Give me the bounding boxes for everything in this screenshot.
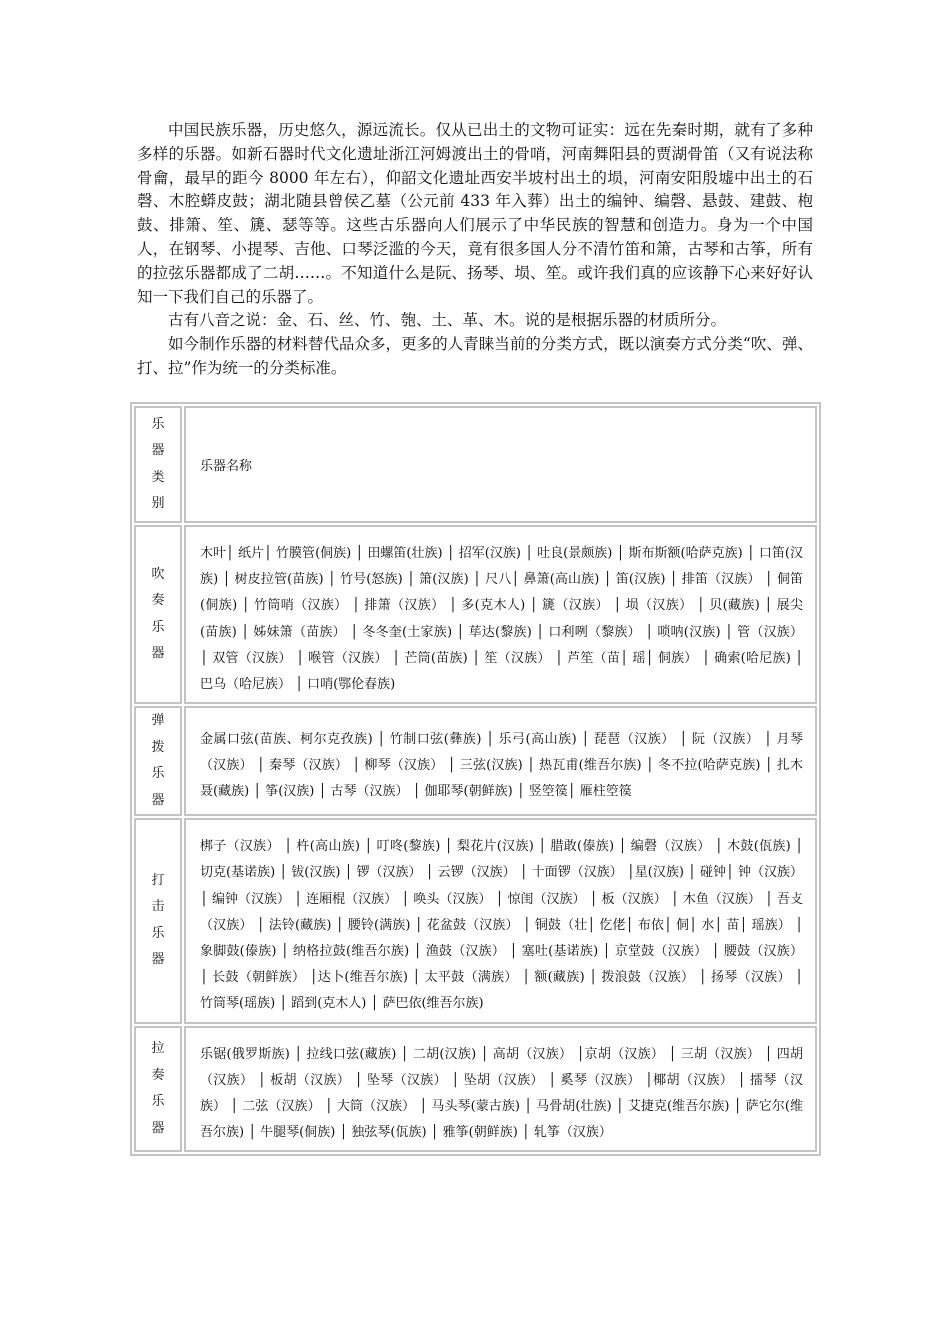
category-char: 乐: [151, 1094, 165, 1110]
instrument-table: [130, 402, 821, 1156]
category-char: 奏: [151, 1067, 165, 1083]
category-char: 击: [151, 899, 165, 915]
category-char: 器: [151, 952, 165, 968]
category-char: 器: [151, 1120, 165, 1136]
header-name-cell: 乐器名称: [184, 406, 817, 523]
header-category-char: 别: [151, 496, 165, 511]
table-row-bowed: [134, 1026, 817, 1153]
intro-text: [137, 119, 813, 381]
instrument-list-percussion: 梆子（汉族） │ 杵(高山族) │ 叮咚(黎族) │ 梨花片(汉族) │ 腊敢(傣族) │ 编磬（汉族） │ 木鼓(佤族) │ 切克(基诺族) │ 钹(汉族) │ 锣（汉族） │ 云锣（汉族） │ 十面锣（汉族） │星(汉族) │ 碰钟│ 钟（汉族） │ 编钟（汉族） │ 连厢棍（汉族） │ 唤头（汉族） │ 惊闺（汉族） │ 板（汉族） │ 木鱼（汉族） │ 吾攴（汉族） │ 法铃(藏族) │ 腰铃(满族) │ 花盆鼓（汉族） │ 铜鼓（壮│ 仡佬│ 布依│ 侗│ 水│ 苗│ 瑶族） │ 象脚鼓(傣族) │ 纳格拉鼓(维吾尔族) │ 渔鼓（汉族） │ 塞吐(基诺族) │ 京堂鼓（汉族） │ 腰鼓（汉族） │ 长鼓（朝鲜族） │达卜(维吾尔族) │ 太平鼓（满族） │ 额(藏族) │ 拨浪鼓（汉族） │ 扬琴（汉族） │ 竹筒琴(瑶族) │ 蹈到(克木人) │ 萨巴依(维吾尔族): [184, 818, 817, 1023]
instrument-list-plucked: 金属口弦(苗族、柯尔克孜族) │ 竹制口弦(彝族) │ 乐弓(高山族) │ 琵琶（汉族） │ 阮（汉族） │ 月琴（汉族） │ 秦琴（汉族） │ 柳琴（汉族） │ 三弦(汉族) │ 热瓦甫(维吾尔族) │ 冬不拉(哈萨克族) │ 扎木聂(藏族) │ 筝(汉族) │ 古琴（汉族） │ 伽耶琴(朝鲜族) │ 竖箜篌│ 雁柱箜篌: [184, 706, 817, 816]
category-cell-bowed: [134, 1026, 182, 1153]
header-category-char: 类: [151, 469, 165, 485]
category-cell-wind: [134, 525, 182, 704]
category-cell-plucked: [134, 706, 182, 816]
category-char: 弹: [151, 713, 165, 729]
header-category-cell: [134, 406, 182, 523]
category-char: 奏: [151, 593, 165, 609]
category-char: 乐: [151, 619, 165, 635]
intro-paragraph-2: 古有八音之说：金、石、丝、竹、匏、土、革、木。说的是根据乐器的材质所分。: [168, 311, 727, 330]
intro-paragraph-1: 中国民族乐器，历史悠久，源远流长。仅从已出土的文物可证实：远在先秦时期，就有了多种多样的乐器。如新石器时代文化遗址浙江河姆渡出土的骨哨，河南舞阳县的贾湖骨笛（又有说法称骨龠，最早的距今 8000 年左右），仰韶文化遗址西安半坡村出土的埙，河南安阳殷墟中出土的石磬、木腔蟒皮鼓；湖北随县曾侯乙墓（公元前 433 年入葬）出土的编钟、编磬、悬鼓、建鼓、枹鼓、排箫、笙、篪、瑟等等。这些古乐器向人们展示了中华民族的智慧和创造力。身为一个中国人，在钢琴、小提琴、吉他、口琴泛滥的今天，竟有很多国人分不清竹笛和箫，古琴和古筝，所有的拉弦乐器都成了二胡……。不知道什么是阮、扬琴、埙、笙。或许我们真的应该静下心来好好认知一下我们自己的乐器了。: [137, 121, 813, 306]
category-char: 乐: [151, 766, 165, 782]
table-row-plucked: [134, 706, 817, 816]
header-category-char: 乐: [151, 416, 165, 432]
category-char: 器: [151, 646, 165, 662]
category-char: 乐: [151, 925, 165, 941]
table-row-percussion: [134, 818, 817, 1023]
category-char: 拨: [151, 739, 165, 755]
table-row-wind: [134, 525, 817, 704]
header-category-char: 器: [151, 443, 165, 458]
instrument-list-bowed: 乐锯(俄罗斯族) │ 拉线口弦(藏族) │ 二胡(汉族) │ 高胡（汉族） │京胡（汉族） │ 三胡（汉族） │ 四胡（汉族） │ 板胡（汉族） │ 坠琴（汉族） │ 坠胡（汉族） │ 奚琴（汉族） │椰胡（汉族） │ 擂琴（汉族） │ 二弦（汉族） │ 大筒（汉族） │ 马头琴(蒙古族) │ 马骨胡(壮族) │ 艾捷克(维吾尔族) │ 萨它尔(维吾尔族) │ 牛腿琴(侗族) │ 独弦琴(佤族) │ 雅筝(朝鲜族) │ 轧筝（汉族）: [184, 1026, 817, 1153]
category-char: 打: [151, 872, 165, 888]
table-header-row: [134, 406, 817, 523]
category-cell-percussion: [134, 818, 182, 1023]
category-char: 拉: [151, 1041, 165, 1057]
category-char: 吹: [151, 566, 165, 582]
instrument-list-wind: 木叶│ 纸片│ 竹膜管(侗族) │ 田螺笛(壮族) │ 招军(汉族) │ 吐良(景颇族) │ 斯布斯额(哈萨克族) │ 口笛(汉族) │ 树皮拉管(苗族) │ 竹号(怒族) │ 箫(汉族) │ 尺八│ 鼻箫(高山族) │ 笛(汉族) │ 排笛（汉族） │ 侗笛(侗族) │ 竹筒哨（汉族） │ 排箫（汉族） │ 多(克木人) │ 篪（汉族） │ 埙（汉族） │ 贝(藏族) │ 展尖(苗族) │ 姊妹箫（苗族） │ 冬冬奎(土家族) │ 荜达(黎族) │ 口利咧（黎族） │ 唢呐(汉族) │ 管（汉族） │ 双管（汉族） │ 喉管（汉族） │ 芒筒(苗族) │ 笙（汉族） │ 芦笙（苗│ 瑶│ 侗族） │ 确索(哈尼族) │ 巴乌（哈尼族） │ 口哨(鄂伦春族): [184, 525, 817, 704]
intro-paragraph-3: 如今制作乐器的材料替代品众多，更多的人青睐当前的分类方式，既以演奏方式分类“吹、弹、打、拉”作为统一的分类标准。: [137, 335, 813, 377]
category-char: 器: [151, 792, 165, 808]
